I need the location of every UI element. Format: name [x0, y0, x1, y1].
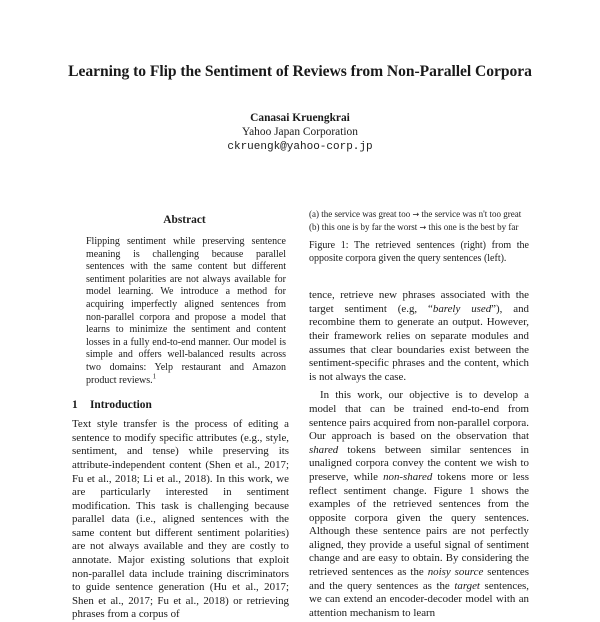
p2-emphasis-noisy-source: noisy source	[427, 566, 484, 579]
right-column	[309, 208, 529, 620]
abstract-footnote-mark: 1	[152, 372, 157, 381]
figure-example-b	[309, 221, 529, 234]
example-retrieved: the service was n't too great	[421, 209, 522, 219]
author-email: ckruengk@yahoo-corp.jp	[227, 141, 373, 153]
p1-text-b: ”), and recombine them to generate an output. However, their framework relies on separate modules and assumes that clear boundaries exist between the sentiment-specific phrases and the content, which is not always the case.	[309, 302, 529, 383]
example-query: the service was great too	[321, 209, 411, 219]
right-paragraph-1	[309, 289, 529, 384]
p1-emphasis: barely used	[432, 302, 492, 315]
figure-caption: Figure 1: The retrieved sentences (right) from the opposite corpora given the query sentences (left).	[309, 240, 529, 264]
right-paragraph-2	[309, 389, 529, 620]
example-label: (a)	[309, 209, 319, 219]
p2-emphasis-target: target	[454, 579, 480, 592]
p2-text-e: sentences, we can extend an encoder-decoder model with an attention mechanism to learn	[309, 579, 529, 619]
section-title: Introduction	[90, 399, 152, 412]
p2-text-c: tokens more or less reflect sentiment change. Figure 1 shows the examples of the retrieved sentences from the opposite corpora given the query sentences. Although these sentence pairs are not perfectly aligned, they provide a useful signal of sentiment change and are easy to obtain. By considering the retrieved sentences as the	[309, 470, 530, 579]
author-affiliation: Yahoo Japan Corporation	[242, 126, 358, 138]
abstract-heading: Abstract	[163, 214, 206, 226]
right-arrow-icon: →	[419, 223, 427, 232]
introduction-paragraph: Text style transfer is the process of editing a sentence to modify specific attributes (e.g., style, sentiment, and tense) while preserving its attribute-independent content (Shen et al., 2017; Fu et al., 2018; Li et al., 2018). In this work, we are particularly interested in sentiment modification. This task is challenging because parallel data (i.e., aligned sentences with the same content but different sentiment polarities) are not always available and they are costly to annotate. Major existing solutions that exploit non-parallel data include training discriminators to guide sentence generation (Hu et al., 2017; Shen et al., 2017; Fu et al., 2018) or retrieving phrases from a corpus of	[72, 418, 289, 621]
abstract-body: Flipping sentiment while preserving sentence meaning is challenging because parallel sentences with the same content but different sentiment polarities are not always available for model learning. We introduce a method for acquiring imperfectly aligned sentences from non-parallel corpora and propose a model that learns to minimize the sentiment and content losses in a fully end-to-end manner. Our model is simple and offers well-balanced results across two domains: Yelp restaurant and Amazon product reviews.	[86, 236, 286, 386]
section-number: 1	[72, 399, 78, 412]
section-heading-introduction	[72, 399, 289, 411]
p2-text-b: tokens between similar sentences in unaligned corpora convey the content we wish to preserve, while	[309, 443, 529, 483]
paper-title: Learning to Flip the Sentiment of Reviews from Non-Parallel Corpora	[68, 63, 532, 80]
p2-text-a: In this work, our objective is to develop a model that can be trained end-to-end from sentence pairs acquired from non-parallel corpora. Our approach is based on the observation that	[309, 389, 529, 443]
p2-emphasis-shared: shared	[309, 443, 339, 456]
left-column	[72, 214, 289, 622]
p1-text-a: tence, retrieve new phrases associated with the target sentiment (e.g, “	[309, 289, 529, 315]
p2-text-d: sentences and the query sentences as the	[309, 566, 529, 592]
author-name: Canasai Kruengkrai	[250, 112, 350, 124]
p2-emphasis-non-shared: non-shared	[383, 470, 433, 483]
right-arrow-icon: →	[412, 210, 420, 219]
abstract-text	[86, 236, 286, 387]
figure-1	[309, 208, 529, 265]
figure-example-a	[309, 208, 529, 221]
example-label: (b)	[309, 222, 320, 232]
example-query: this one is by far the worst	[321, 222, 418, 232]
example-retrieved: this one is the best by far	[428, 222, 519, 232]
